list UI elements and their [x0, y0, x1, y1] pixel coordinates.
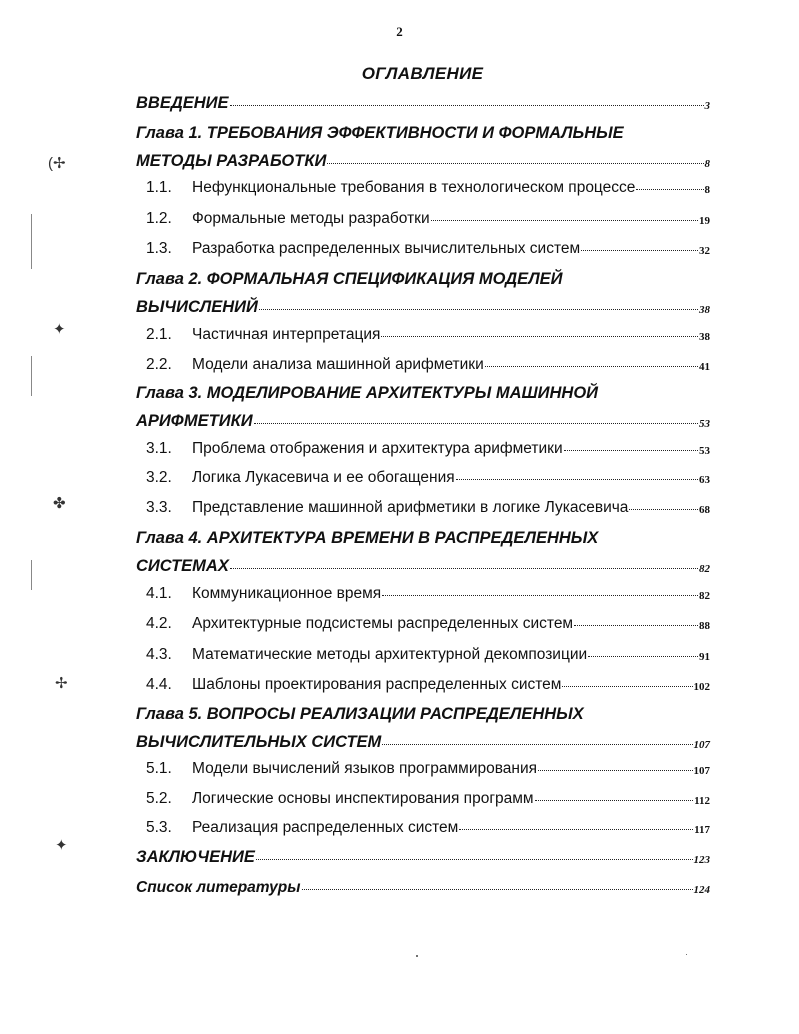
entry-page: 124 [693, 884, 710, 896]
section-title: Модели вычислений языков программирования [192, 760, 538, 777]
dot-leader [485, 364, 698, 367]
section-title: Математические методы архитектурной декомпозиции [192, 646, 588, 663]
section-title: Логические основы инспектирования программ [192, 790, 534, 807]
section-page: 117 [694, 824, 710, 836]
chapter-title-line2: МЕТОДЫ РАЗРАБОТКИ [136, 152, 327, 170]
section-number: 5.1. [146, 760, 172, 777]
chapter-title-line1: Глава 1. ТРЕБОВАНИЯ ЭФФЕКТИВНОСТИ И ФОРМАЛЬНЫЕ [136, 124, 624, 142]
section-number: 3.3. [146, 499, 172, 516]
toc-section-1-1 [146, 179, 710, 207]
section-title: Нефункциональные требования в технологическом процессе [192, 179, 636, 196]
margin-rule [31, 560, 32, 590]
chapter-page: 107 [693, 739, 710, 751]
toc-title: ОГЛАВЛЕНИЕ [361, 64, 484, 83]
entry-title: Список литературы [136, 879, 301, 896]
dot-leader [382, 593, 698, 596]
chapter-title-line2: ВЫЧИСЛИТЕЛЬНЫХ СИСТЕМ [136, 733, 382, 751]
toc-chapter-3 [136, 384, 710, 440]
section-title: Модели анализа машинной арифметики [192, 356, 484, 373]
entry-title: ЗАКЛЮЧЕНИЕ [136, 848, 255, 866]
toc-section-1-3 [146, 240, 710, 268]
section-title: Разработка распределенных вычислительных систем [192, 240, 581, 257]
section-page: 63 [699, 474, 710, 486]
entry-page: 3 [704, 100, 710, 112]
toc-section-4-4 [146, 676, 710, 704]
chapter-title-line1: Глава 3. МОДЕЛИРОВАНИЕ АРХИТЕКТУРЫ МАШИННОЙ [136, 384, 599, 402]
section-number: 1.3. [146, 240, 172, 257]
scan-speck [416, 955, 418, 957]
chapter-title-line2: АРИФМЕТИКИ [136, 412, 253, 430]
dot-leader [259, 307, 698, 310]
dot-leader [254, 421, 698, 424]
margin-mark-icon: ✢ [55, 675, 68, 692]
toc-section-2-2 [146, 356, 710, 384]
margin-rule [31, 214, 32, 269]
section-title: Коммуникационное время [192, 585, 382, 602]
toc-section-4-1 [146, 585, 710, 613]
toc-section-2-1 [146, 326, 710, 354]
section-page: 19 [699, 215, 710, 227]
chapter-title-line1: Глава 2. ФОРМАЛЬНАЯ СПЕЦИФИКАЦИЯ МОДЕЛЕЙ [136, 270, 563, 288]
section-number: 4.2. [146, 615, 172, 632]
section-page: 53 [699, 445, 710, 457]
toc-section-1-2 [146, 210, 710, 238]
chapter-page: 38 [699, 304, 710, 316]
toc-section-4-3 [146, 646, 710, 674]
section-title: Реализация распределенных систем [192, 819, 459, 836]
section-page: 82 [699, 590, 710, 602]
toc-section-5-3 [146, 819, 710, 847]
section-number: 4.4. [146, 676, 172, 693]
section-number: 4.1. [146, 585, 172, 602]
toc-section-5-2 [146, 790, 710, 818]
margin-mark-icon: ✦ [53, 321, 66, 338]
section-number: 2.2. [146, 356, 172, 373]
section-number: 3.2. [146, 469, 172, 486]
section-page: 68 [699, 504, 710, 516]
dot-leader [629, 507, 698, 510]
toc-chapter-5 [136, 705, 710, 761]
margin-mark-icon: ✤ [53, 495, 66, 512]
toc-entry-introduction [136, 94, 710, 122]
dot-leader [381, 334, 698, 337]
dot-leader [459, 827, 693, 830]
dot-leader [230, 566, 698, 569]
section-page: 112 [694, 795, 710, 807]
toc-section-3-2 [146, 469, 710, 497]
section-number: 4.3. [146, 646, 172, 663]
dot-leader [256, 857, 693, 860]
chapter-page: 8 [704, 158, 710, 170]
section-page: 91 [699, 651, 710, 663]
section-page: 32 [699, 245, 710, 257]
dot-leader [302, 887, 693, 890]
toc-chapter-4 [136, 529, 710, 585]
section-title: Логика Лукасевича и ее обогащения [192, 469, 455, 486]
toc-section-3-1 [146, 440, 710, 468]
toc-chapter-1 [136, 124, 710, 180]
dot-leader [562, 684, 692, 687]
toc-entry-conclusion [136, 848, 710, 876]
section-page: 8 [704, 184, 710, 196]
toc-chapter-2 [136, 270, 710, 326]
scan-speck [686, 954, 687, 955]
toc-section-5-1 [146, 760, 710, 788]
chapter-title-line2: ВЫЧИСЛЕНИЙ [136, 298, 258, 316]
section-page: 88 [699, 620, 710, 632]
section-title: Частичная интерпретация [192, 326, 381, 343]
section-number: 5.3. [146, 819, 172, 836]
section-number: 5.2. [146, 790, 172, 807]
section-title: Архитектурные подсистемы распределенных систем [192, 615, 574, 632]
section-number: 3.1. [146, 440, 172, 457]
dot-leader [327, 161, 703, 164]
dot-leader [581, 248, 698, 251]
section-title: Проблема отображения и архитектура арифметики [192, 440, 563, 457]
section-number: 1.2. [146, 210, 172, 227]
dot-leader [431, 218, 698, 221]
toc-section-4-2 [146, 615, 710, 643]
toc-section-3-3 [146, 499, 710, 527]
section-page: 107 [693, 765, 710, 777]
entry-page: 123 [693, 854, 710, 866]
section-number: 2.1. [146, 326, 172, 343]
dot-leader [636, 187, 703, 190]
section-title: Шаблоны проектирования распределенных систем [192, 676, 562, 693]
page-number: 2 [396, 24, 403, 39]
section-number: 1.1. [146, 179, 172, 196]
dot-leader [382, 742, 692, 745]
toc-entry-bibliography [136, 879, 710, 907]
chapter-title-line2: СИСТЕМАХ [136, 557, 229, 575]
section-page: 38 [699, 331, 710, 343]
section-title: Представление машинной арифметики в логике Лукасевича [192, 499, 629, 516]
margin-mark-icon: ✦ [55, 837, 68, 854]
dot-leader [564, 448, 698, 451]
chapter-title-line1: Глава 5. ВОПРОСЫ РЕАЛИЗАЦИИ РАСПРЕДЕЛЕННЫХ [136, 705, 584, 723]
chapter-page: 53 [699, 418, 710, 430]
chapter-title-line1: Глава 4. АРХИТЕКТУРА ВРЕМЕНИ В РАСПРЕДЕЛЕННЫХ [136, 529, 599, 547]
chapter-page: 82 [699, 563, 710, 575]
dot-leader [538, 768, 692, 771]
section-page: 41 [699, 361, 710, 373]
section-title: Формальные методы разработки [192, 210, 430, 227]
margin-rule [31, 356, 32, 396]
margin-mark-icon: (✢ [48, 155, 66, 172]
dot-leader [535, 798, 694, 801]
section-page: 102 [693, 681, 710, 693]
dot-leader [574, 623, 698, 626]
dot-leader [230, 103, 704, 106]
dot-leader [456, 477, 698, 480]
entry-title: ВВЕДЕНИЕ [136, 94, 229, 112]
dot-leader [588, 654, 698, 657]
